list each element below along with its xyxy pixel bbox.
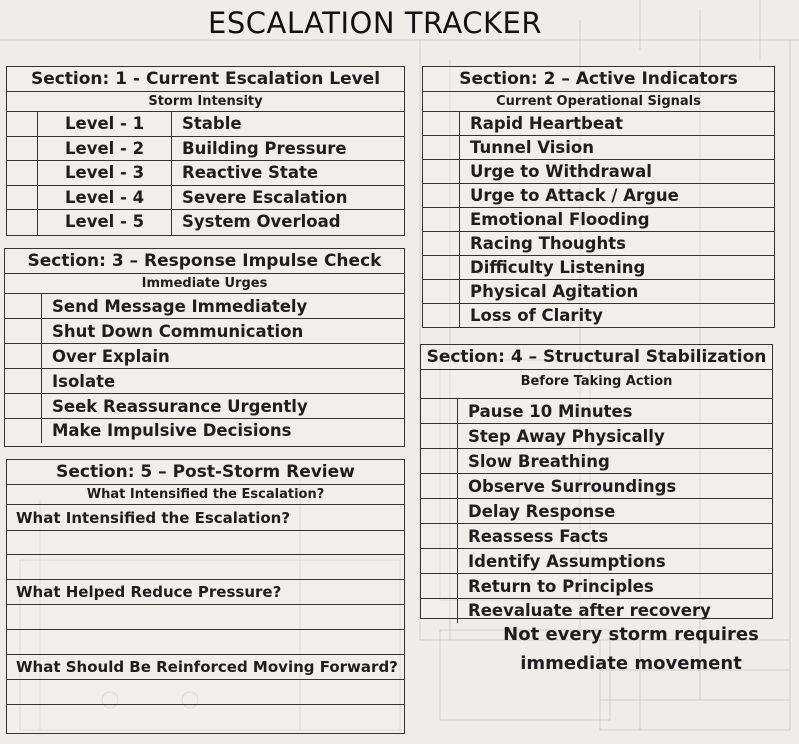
indicator-row: [423, 256, 774, 280]
indicator-checkbox[interactable]: [423, 232, 460, 255]
stabilization-label: Identify Assumptions: [468, 552, 666, 571]
section-5-title: Section: 5 – Post-Storm Review: [7, 460, 404, 485]
indicator-row: [423, 136, 774, 160]
indicator-checkbox[interactable]: [423, 280, 460, 303]
level-state: System Overload: [182, 212, 341, 232]
stabilization-checkbox[interactable]: [421, 449, 458, 473]
section-4-subtitle: Before Taking Action: [421, 370, 772, 399]
stabilization-label: Return to Principles: [468, 577, 654, 596]
section-3-subtitle: Immediate Urges: [5, 274, 404, 294]
section-5-post-storm-review: [6, 459, 405, 734]
level-row: [7, 137, 404, 162]
urge-label: Isolate: [52, 372, 116, 391]
indicator-row: [423, 304, 774, 327]
indicator-row: [423, 208, 774, 232]
indicator-checkbox[interactable]: [423, 136, 460, 159]
level-row: [7, 210, 404, 235]
level-row: [7, 186, 404, 211]
urge-checkbox[interactable]: [5, 394, 42, 418]
stabilization-label: Reassess Facts: [468, 527, 609, 546]
stabilization-row: [421, 574, 772, 599]
stabilization-label: Observe Surroundings: [468, 477, 677, 496]
urge-checkbox[interactable]: [5, 344, 42, 368]
level-number: Level - 4: [38, 186, 172, 210]
answer-line[interactable]: [7, 531, 404, 555]
indicator-row: [423, 184, 774, 208]
urge-checkbox[interactable]: [5, 294, 42, 318]
indicator-label: Urge to Withdrawal: [470, 162, 652, 181]
urge-checkbox[interactable]: [5, 319, 42, 343]
indicator-checkbox[interactable]: [423, 184, 460, 207]
section-2-title: Section: 2 – Active Indicators: [423, 67, 774, 92]
urge-row: [5, 344, 404, 369]
stabilization-row: [421, 549, 772, 574]
indicator-row: [423, 160, 774, 184]
indicator-checkbox[interactable]: [423, 112, 460, 135]
indicator-label: Physical Agitation: [470, 282, 639, 301]
level-checkbox[interactable]: [7, 210, 38, 235]
section-5-subtitle: What Intensified the Escalation?: [7, 485, 404, 505]
stabilization-row: [421, 449, 772, 474]
indicator-label: Rapid Heartbeat: [470, 114, 624, 133]
section-3-title: Section: 3 – Response Impulse Check: [5, 249, 404, 274]
level-state: Building Pressure: [182, 138, 347, 158]
stabilization-row: [421, 474, 772, 499]
level-row: [7, 161, 404, 186]
stabilization-row: [421, 399, 772, 424]
section-1-subtitle: Storm Intensity: [7, 92, 404, 112]
indicator-label: Tunnel Vision: [470, 138, 594, 157]
answer-line[interactable]: [7, 680, 404, 705]
stabilization-row: [421, 424, 772, 449]
level-checkbox[interactable]: [7, 186, 38, 210]
urge-row: [5, 319, 404, 344]
indicator-label: Emotional Flooding: [470, 210, 650, 229]
indicator-checkbox[interactable]: [423, 160, 460, 183]
stabilization-checkbox[interactable]: [421, 574, 458, 598]
level-state: Severe Escalation: [182, 187, 348, 207]
stabilization-checkbox[interactable]: [421, 599, 458, 623]
urge-checkbox[interactable]: [5, 369, 42, 393]
indicator-checkbox[interactable]: [423, 208, 460, 231]
stabilization-checkbox[interactable]: [421, 549, 458, 573]
stabilization-checkbox[interactable]: [421, 524, 458, 548]
section-3-response-impulse-check: [4, 248, 405, 447]
answer-line[interactable]: [7, 605, 404, 630]
level-checkbox[interactable]: [7, 137, 38, 161]
urge-checkbox[interactable]: [5, 419, 42, 443]
closing-quote-line-2: immediate movement: [520, 653, 742, 674]
indicator-row: [423, 280, 774, 304]
urge-label: Seek Reassurance Urgently: [52, 397, 308, 416]
review-question: What Intensified the Escalation?: [7, 505, 404, 531]
stabilization-label: Reevaluate after recovery: [468, 601, 711, 620]
indicator-label: Loss of Clarity: [470, 306, 603, 325]
indicator-checkbox[interactable]: [423, 304, 460, 327]
stabilization-row: [421, 524, 772, 549]
indicator-row: [423, 112, 774, 136]
level-state: Stable: [182, 114, 242, 133]
section-4-title: Section: 4 – Structural Stabilization: [421, 345, 772, 370]
urge-label: Make Impulsive Decisions: [52, 421, 292, 440]
section-1-title: Section: 1 - Current Escalation Level: [7, 67, 404, 92]
stabilization-label: Pause 10 Minutes: [468, 402, 633, 421]
indicator-label: Racing Thoughts: [470, 234, 626, 253]
level-state: Reactive State: [182, 163, 319, 183]
stabilization-checkbox[interactable]: [421, 474, 458, 498]
urge-label: Shut Down Communication: [52, 322, 304, 341]
review-question: What Helped Reduce Pressure?: [7, 580, 404, 605]
stabilization-checkbox[interactable]: [421, 424, 458, 448]
section-1-current-escalation-level: [6, 66, 405, 236]
urge-row: [5, 419, 404, 443]
answer-line[interactable]: [7, 705, 404, 730]
answer-line[interactable]: [7, 630, 404, 655]
urge-label: Over Explain: [52, 347, 170, 366]
closing-quote-line-1: Not every storm requires: [503, 624, 759, 645]
answer-line[interactable]: [7, 555, 404, 580]
page-title: ESCALATION TRACKER: [208, 6, 542, 40]
level-number: Level - 1: [38, 112, 172, 136]
level-checkbox[interactable]: [7, 161, 38, 185]
indicator-row: [423, 232, 774, 256]
urge-row: [5, 294, 404, 319]
indicator-checkbox[interactable]: [423, 256, 460, 279]
closing-quote: [487, 620, 775, 678]
indicator-label: Urge to Attack / Argue: [470, 186, 679, 205]
urge-row: [5, 369, 404, 394]
stabilization-row: [421, 499, 772, 524]
level-checkbox[interactable]: [7, 112, 38, 136]
level-number: Level - 3: [38, 161, 172, 185]
stabilization-checkbox[interactable]: [421, 499, 458, 523]
indicator-label: Difficulty Listening: [470, 258, 646, 277]
section-4-structural-stabilization: [420, 344, 773, 619]
stabilization-label: Delay Response: [468, 502, 616, 521]
stabilization-label: Slow Breathing: [468, 452, 610, 471]
section-2-active-indicators: [422, 66, 775, 328]
urge-row: [5, 394, 404, 419]
stabilization-label: Step Away Physically: [468, 427, 665, 446]
stabilization-checkbox[interactable]: [421, 399, 458, 423]
review-question: What Should Be Reinforced Moving Forward?: [7, 655, 404, 680]
level-row: [7, 112, 404, 137]
level-number: Level - 2: [38, 137, 172, 161]
section-2-subtitle: Current Operational Signals: [423, 92, 774, 112]
urge-label: Send Message Immediately: [52, 297, 308, 316]
level-number: Level - 5: [38, 210, 172, 235]
